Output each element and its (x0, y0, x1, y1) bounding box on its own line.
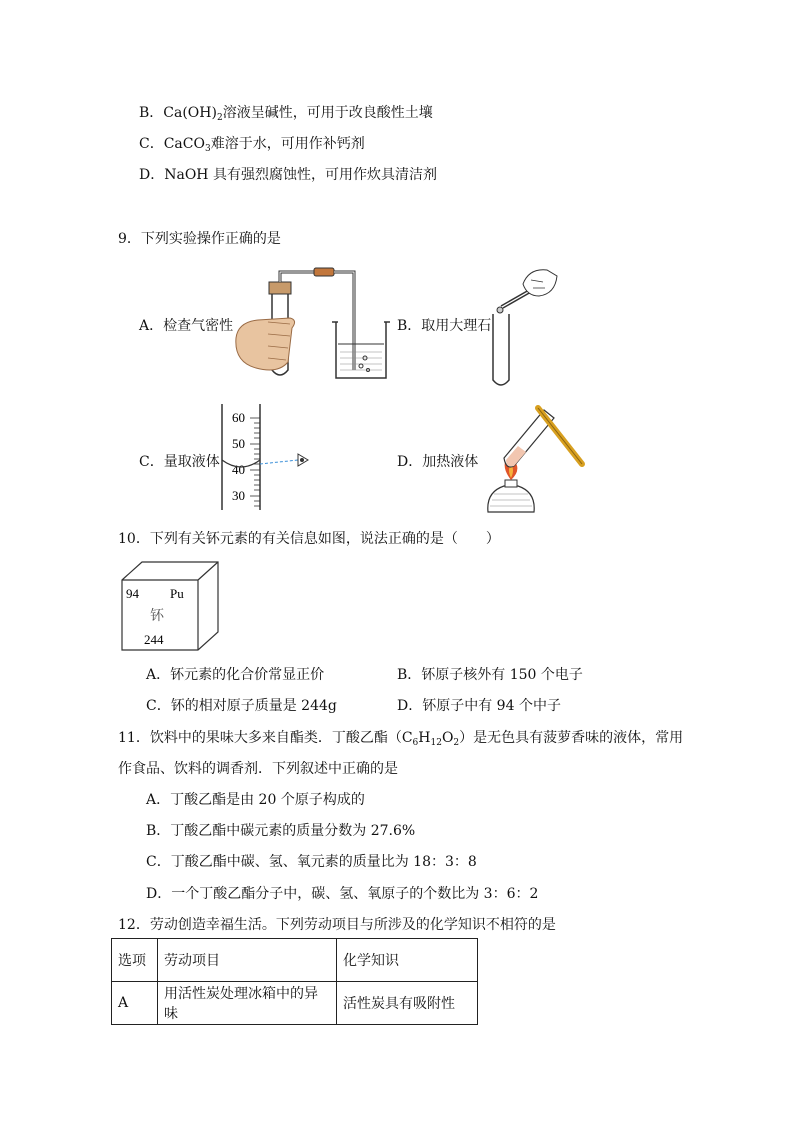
q8-option-d: D．NaOH 具有强烈腐蚀性，可用作炊具清洁剂 (139, 167, 437, 183)
q11-stem: 11．饮料中的果味大多来自酯类．丁酸乙酯$(C_6H_{12}O_2)$是无色具有菠萝香味的液体，常用 (118, 730, 684, 748)
cylinder-tick-50: 50 (232, 436, 245, 451)
figure-airtightness-check (228, 262, 398, 386)
q9-option-c: C．量取液体 (139, 454, 220, 470)
q9-option-a: A．检查气密性 (139, 318, 234, 334)
cylinder-tick-60: 60 (232, 410, 245, 425)
table-cell: 活性炭具有吸附性 (337, 982, 478, 1025)
table-row (112, 982, 478, 1025)
q9-option-b: B．取用大理石 (397, 318, 492, 334)
q10-option-a: A．钚元素的化合价常显正价 (146, 667, 325, 683)
q11-option-a: A．丁酸乙酯是由 20 个原子构成的 (146, 792, 365, 808)
table-cell: A (112, 982, 158, 1025)
table-header-cell: 选项 (112, 939, 158, 982)
q11-option-b: B．丁酸乙酯中碳元素的质量分数为 27.6% (146, 823, 416, 839)
figure-heating-liquid (478, 400, 588, 520)
element-number: 94 (126, 586, 139, 601)
q10-option-b: B．钚原子核外有 150 个电子 (397, 667, 583, 683)
table-header-row (112, 939, 478, 982)
table-header-cell: 化学知识 (337, 939, 478, 982)
table-cell: 用活性炭处理冰箱中的异味 (158, 982, 337, 1025)
q9-stem: 9．下列实验操作正确的是 (118, 231, 281, 247)
q12-table (111, 938, 478, 1025)
element-mass: 244 (144, 632, 164, 647)
cylinder-tick-40: 40 (232, 462, 245, 477)
cylinder-tick-30: 30 (232, 488, 245, 503)
q11-stem-line2: 作食品、饮料的调香剂．下列叙述中正确的是 (118, 761, 398, 777)
figure-take-marble (485, 262, 560, 390)
q10-stem: 10．下列有关钚元素的有关信息如图，说法正确的是（ ） (118, 531, 500, 547)
q10-option-d: D．钚原子中有 94 个中子 (397, 698, 561, 714)
q11-option-d: D．一个丁酸乙酯分子中，碳、氢、氧原子的个数比为 3：6：2 (146, 886, 539, 902)
element-card-plutonium (120, 560, 220, 652)
element-symbol: Pu (170, 586, 184, 601)
q9-option-d: D．加热液体 (397, 454, 479, 470)
element-name: 钚 (150, 608, 164, 624)
q8-option-b: B．$Ca(OH)_2$溶液呈碱性，可用于改良酸性土壤 (139, 105, 433, 123)
table-header-cell: 劳动项目 (158, 939, 337, 982)
q10-option-c: C．钚的相对原子质量是 244g (146, 698, 337, 714)
q8-option-c: C．CaCO$_3$难溶于水，可用作补钙剂 (139, 136, 365, 154)
q12-stem: 12．劳动创造幸福生活。下列劳动项目与所涉及的化学知识不相符的是 (118, 917, 556, 933)
q11-option-c: C．丁酸乙酯中碳、氢、氧元素的质量比为 18：3：8 (146, 854, 477, 870)
figure-measuring-cylinder (218, 404, 318, 514)
